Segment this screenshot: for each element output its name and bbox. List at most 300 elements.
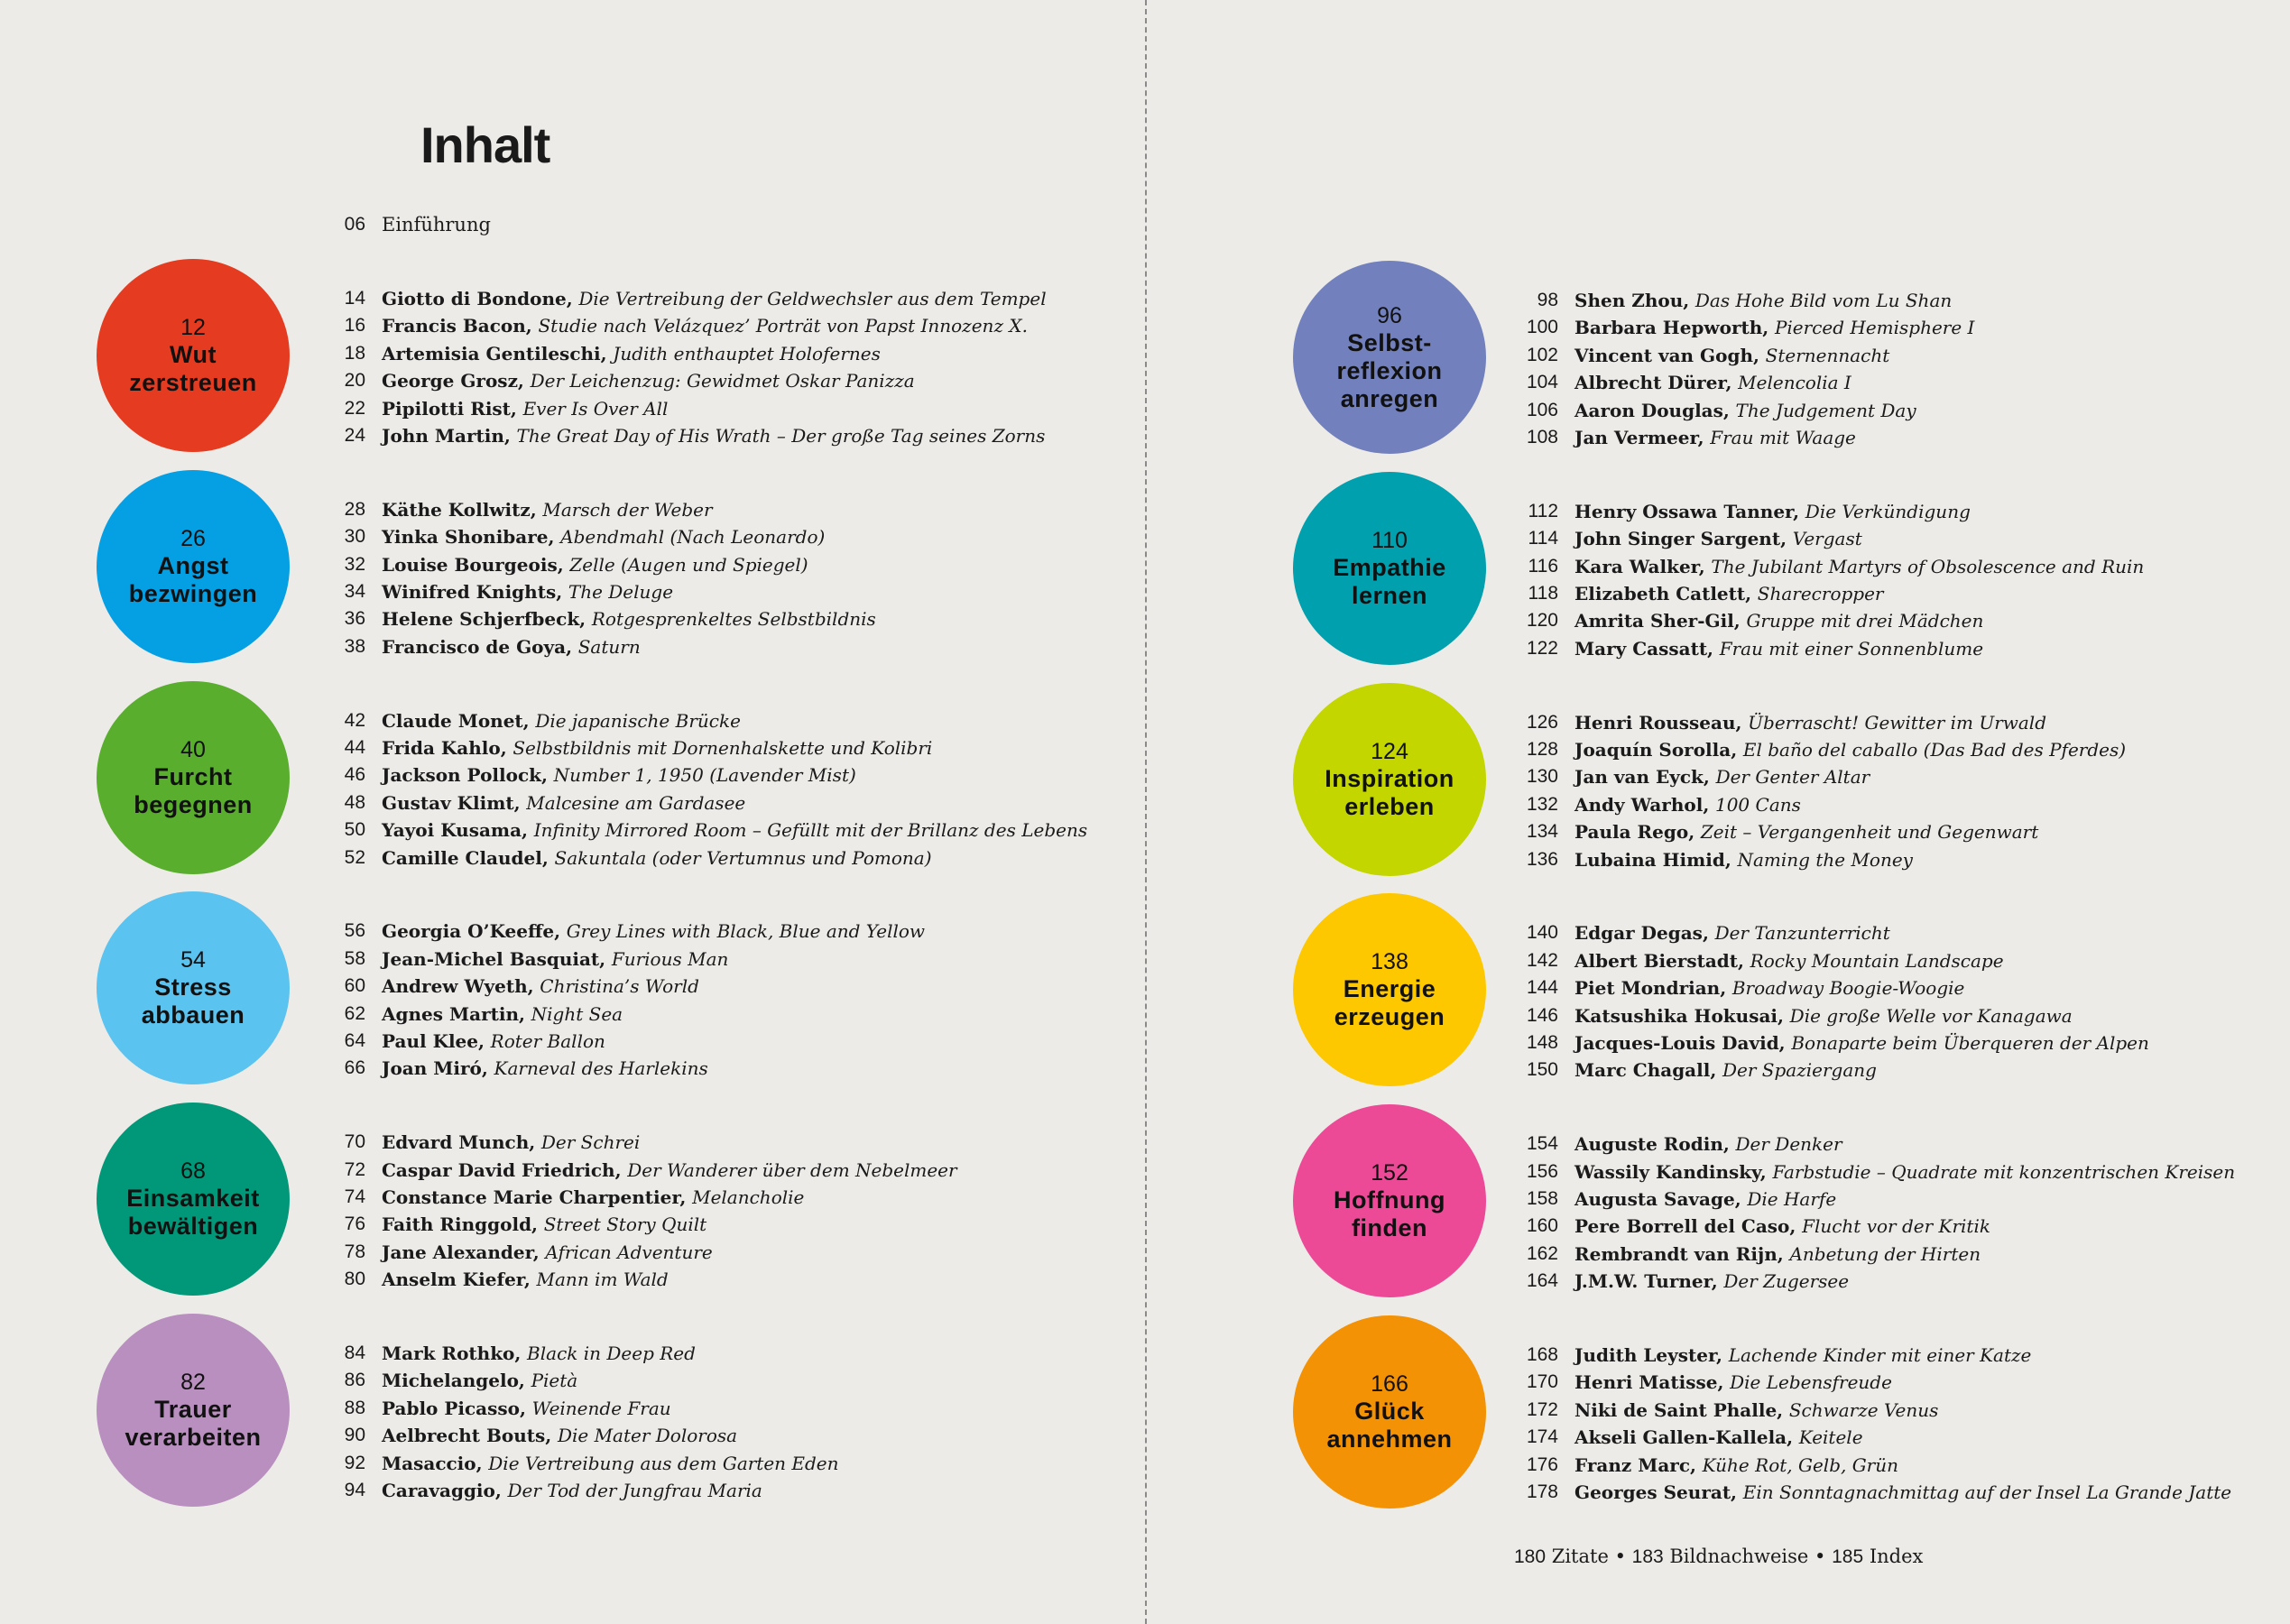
- artwork-title: Sternennacht: [1765, 344, 1890, 366]
- artist-name: Albert Bierstadt,: [1574, 949, 1744, 972]
- artist-name: Albrecht Dürer,: [1574, 372, 1732, 394]
- section-page-number: 96: [1377, 302, 1402, 328]
- artwork-title: Street Story Quilt: [543, 1213, 707, 1236]
- artwork-title: Roter Ballon: [490, 1030, 605, 1052]
- entry-text: [382, 395, 668, 422]
- entry-text: [1574, 791, 1801, 818]
- artist-name: Artemisia Gentileschi,: [382, 342, 607, 364]
- section-title-line: Energie: [1343, 975, 1436, 1003]
- entry-text: [1574, 1057, 1877, 1084]
- artwork-title: Night Sea: [531, 1002, 623, 1025]
- page-number: 16: [344, 315, 365, 337]
- entry-text: [382, 367, 915, 394]
- page-number: 122: [1526, 637, 1558, 659]
- page-number: 50: [344, 819, 365, 841]
- section-title-line: bezwingen: [128, 579, 258, 607]
- artist-name: Masaccio,: [382, 1452, 483, 1474]
- entry-text: [382, 1001, 623, 1028]
- page-number: 70: [344, 1131, 365, 1153]
- artwork-title: Die Vertreibung der Geldwechsler aus dem Tempel: [578, 288, 1047, 309]
- section-circle[interactable]: [97, 1314, 290, 1507]
- page-number: 136: [1526, 848, 1558, 870]
- page-number: 156: [1526, 1160, 1558, 1182]
- artwork-title: Der Spaziergang: [1722, 1059, 1877, 1082]
- artwork-title: Überrascht! Gewitter im Urwald: [1748, 711, 2047, 734]
- page-number: 20: [344, 370, 365, 392]
- artwork-title: Pietà: [531, 1370, 578, 1392]
- page-number: 150: [1526, 1059, 1558, 1081]
- artist-name: Caravaggio,: [382, 1480, 502, 1501]
- artwork-title: Frau mit Waage: [1710, 427, 1856, 448]
- page-number: 130: [1526, 766, 1558, 788]
- artist-name: Andrew Wyeth,: [382, 975, 534, 998]
- artist-name: Giotto di Bondone,: [382, 288, 573, 309]
- section-page-number: 152: [1371, 1160, 1408, 1186]
- artwork-title: Die große Welle vor Kanagawa: [1789, 1004, 2073, 1027]
- artist-name: Georges Seurat,: [1574, 1481, 1738, 1503]
- artwork-title: Das Hohe Bild vom Lu Shan: [1694, 290, 1953, 311]
- artwork-title: Weinende Frau: [531, 1397, 671, 1419]
- section-circle[interactable]: [1293, 683, 1486, 876]
- footer-label[interactable]: Bildnachweise: [1669, 1546, 1809, 1567]
- artist-name: Piet Mondrian,: [1574, 977, 1727, 1000]
- artwork-title: Marsch der Weber: [542, 498, 713, 521]
- entry-text: [382, 523, 825, 550]
- artwork-title: Black in Deep Red: [527, 1343, 696, 1364]
- page-number: 108: [1526, 427, 1558, 448]
- page-number: 78: [344, 1241, 365, 1262]
- entry-text: [1574, 1369, 1892, 1396]
- footer-separator: •: [1814, 1546, 1826, 1567]
- page-number: 144: [1526, 977, 1558, 999]
- artist-name: Edvard Munch,: [382, 1131, 536, 1154]
- page-number: 146: [1526, 1004, 1558, 1026]
- section-title-line: Inspiration: [1325, 764, 1454, 792]
- section-page-number: 166: [1371, 1371, 1408, 1397]
- entry-text: [1574, 607, 1983, 634]
- entry-text: [1574, 1268, 1849, 1295]
- artwork-title: Abendmahl (Nach Leonardo): [560, 526, 826, 549]
- entry-text: [1574, 818, 2038, 845]
- entry-text: [1574, 709, 2046, 736]
- entry-text: [382, 1184, 804, 1211]
- entry-text: [1574, 635, 1983, 662]
- artist-name: John Singer Sargent,: [1574, 528, 1787, 550]
- page-number: 06: [344, 214, 365, 235]
- page-number: 34: [344, 581, 365, 602]
- artwork-title: Rotgesprenkeltes Selbstbildnis: [591, 608, 876, 631]
- page-number: 162: [1526, 1242, 1558, 1264]
- section-page-number: 68: [180, 1158, 206, 1185]
- entry-text: [382, 1055, 708, 1082]
- artist-name: Yinka Shonibare,: [382, 526, 555, 549]
- section-circle[interactable]: [97, 891, 290, 1084]
- page-number: 164: [1526, 1270, 1558, 1292]
- entry-text: [1574, 287, 1952, 314]
- artwork-title: Der Tod der Jungfrau Maria: [507, 1480, 762, 1501]
- artwork-title: Der Zugersee: [1723, 1270, 1850, 1293]
- page-number: 44: [344, 737, 365, 758]
- artist-name: Pere Borrell del Caso,: [1574, 1215, 1796, 1238]
- artist-name: Francisco de Goya,: [382, 635, 573, 658]
- artwork-title: Der Tanzunterricht: [1714, 922, 1890, 945]
- artwork-title: Saturn: [577, 635, 641, 658]
- artist-name: George Grosz,: [382, 370, 524, 392]
- artwork-title: Schwarze Venus: [1788, 1398, 1939, 1421]
- page-number: 112: [1528, 500, 1558, 521]
- page-number: 134: [1526, 821, 1558, 843]
- artist-name: Käthe Kollwitz,: [382, 498, 537, 521]
- section-title-line: finden: [1352, 1214, 1427, 1242]
- page-number: 66: [344, 1057, 365, 1079]
- entry-text: [1574, 1342, 2031, 1369]
- artist-name: Niki de Saint Phalle,: [1574, 1398, 1784, 1421]
- artwork-title: Keitele: [1798, 1426, 1863, 1449]
- page-number: 60: [344, 975, 365, 997]
- page-number: 132: [1526, 793, 1558, 815]
- artist-name: Henri Rousseau,: [1574, 711, 1742, 734]
- section-circle[interactable]: [97, 470, 290, 663]
- entry-text: [1574, 1241, 1981, 1268]
- artist-name: Augusta Savage,: [1574, 1188, 1741, 1210]
- page-number: 18: [344, 342, 365, 364]
- entry-text: [382, 312, 1028, 339]
- page-number: 116: [1528, 555, 1558, 577]
- entry-text: [1574, 580, 1884, 607]
- page-number: 102: [1526, 344, 1558, 365]
- entry-text: [1574, 1424, 1863, 1451]
- page-title: Inhalt: [420, 116, 550, 173]
- artist-name: Elizabeth Catlett,: [1574, 583, 1752, 604]
- entry-text: [1574, 397, 1916, 424]
- artist-name: Auguste Rodin,: [1574, 1133, 1730, 1156]
- entry-text: [382, 1028, 605, 1055]
- page-number: 52: [344, 846, 365, 868]
- section-page-number: 110: [1371, 527, 1408, 553]
- artwork-title: Mann im Wald: [536, 1269, 669, 1291]
- artist-name: Gustav Klimt,: [382, 791, 521, 814]
- entry-text: [1574, 553, 2144, 580]
- page-number: 160: [1526, 1215, 1558, 1237]
- artwork-title: The Deluge: [568, 581, 674, 603]
- artist-name: Wassily Kandinsky,: [1574, 1160, 1767, 1183]
- page-number: 120: [1526, 610, 1558, 632]
- page-number: 92: [344, 1452, 365, 1473]
- section-circle[interactable]: [97, 259, 290, 452]
- page-number: 172: [1526, 1398, 1558, 1420]
- page-number: 62: [344, 1002, 365, 1024]
- entry-text: [382, 578, 673, 605]
- artist-name: Camille Claudel,: [382, 846, 549, 869]
- artwork-title: Die japanische Brücke: [535, 709, 741, 732]
- artwork-title: Die Vertreibung aus dem Garten Eden: [488, 1452, 839, 1474]
- entry-text: [382, 817, 1087, 844]
- entry-text: [382, 844, 932, 872]
- entry-text: [382, 973, 699, 1000]
- section-circle[interactable]: [97, 1103, 290, 1296]
- artwork-title: Flucht vor der Kritik: [1802, 1215, 1990, 1238]
- artwork-title: Sharecropper: [1757, 583, 1884, 604]
- section-page-number: 54: [180, 947, 206, 973]
- entry-text: [382, 789, 745, 817]
- artwork-title: Der Genter Altar: [1715, 766, 1870, 789]
- entry-text: [382, 551, 808, 578]
- footer-separator: •: [1614, 1546, 1626, 1567]
- artwork-title: Judith enthauptet Holofernes: [613, 342, 881, 364]
- artwork-title: Ever Is Over All: [522, 397, 669, 420]
- page-number: 98: [1537, 290, 1558, 310]
- artwork-title: The Judgement Day: [1735, 399, 1916, 421]
- page-number: 158: [1526, 1188, 1558, 1209]
- page-number: 126: [1526, 711, 1558, 733]
- section-title-line: Selbst-: [1347, 328, 1432, 356]
- artwork-title: Farbstudie – Quadrate mit konzentrischen Kreisen: [1772, 1160, 2236, 1183]
- entry-text: [1574, 525, 1862, 552]
- footer-label[interactable]: Zitate: [1551, 1546, 1609, 1567]
- artist-name: Winifred Knights,: [382, 581, 563, 603]
- entry-text: [382, 707, 741, 734]
- page-number: 64: [344, 1030, 365, 1051]
- artist-name: Francis Bacon,: [382, 315, 532, 337]
- artwork-title: Pierced Hemisphere I: [1774, 317, 1975, 339]
- artist-name: Kara Walker,: [1574, 555, 1705, 577]
- section-page-number: 138: [1371, 949, 1408, 975]
- artist-name: Vincent van Gogh,: [1574, 344, 1759, 366]
- entry-text: [382, 285, 1047, 312]
- section-circle[interactable]: [97, 681, 290, 874]
- entry-text: [382, 340, 881, 367]
- entry-text: [1574, 736, 2126, 763]
- artist-name: Jacques-Louis David,: [1574, 1032, 1786, 1054]
- artist-name: Anselm Kiefer,: [382, 1269, 531, 1291]
- entry-text: [1574, 1002, 2073, 1029]
- section-circle[interactable]: [1293, 1315, 1486, 1509]
- entry-text: [382, 946, 728, 973]
- page-number: 76: [344, 1213, 365, 1235]
- artwork-title: Bonaparte beim Überqueren der Alpen: [1791, 1032, 2149, 1054]
- entry-text: [1574, 1213, 1990, 1240]
- page-number: 114: [1528, 528, 1558, 549]
- section-circle[interactable]: [1293, 893, 1486, 1086]
- page-number: 58: [344, 947, 365, 969]
- artwork-title: The Great Day of His Wrath – Der große Tag seines Zorns: [516, 425, 1046, 447]
- section-title-line: annehmen: [1326, 1426, 1453, 1453]
- artwork-title: Frau mit einer Sonnenblume: [1719, 637, 1984, 660]
- artwork-title: Die Verkündigung: [1805, 500, 1971, 522]
- artist-name: Andy Warhol,: [1574, 793, 1710, 816]
- artwork-title: Broadway Boogie-Woogie: [1731, 977, 1965, 1000]
- entry-text: [382, 1211, 706, 1238]
- artist-name: Paula Rego,: [1574, 821, 1695, 844]
- artist-name: Michelangelo,: [382, 1370, 525, 1392]
- section-title-line: Empathie: [1333, 553, 1446, 581]
- entry-text: [1574, 846, 1913, 873]
- section-circle[interactable]: [1293, 1104, 1486, 1297]
- artist-name: Henry Ossawa Tanner,: [1574, 500, 1800, 522]
- page-number: 154: [1526, 1133, 1558, 1155]
- entry-text: [382, 734, 932, 761]
- section-title-line: abbauen: [141, 1001, 245, 1029]
- section-title-line: bewältigen: [127, 1213, 259, 1241]
- page-fold-divider: [1145, 0, 1147, 1624]
- artist-name: Edgar Degas,: [1574, 922, 1709, 945]
- artist-name: Faith Ringgold,: [382, 1213, 539, 1236]
- section-page-number: 124: [1371, 738, 1408, 764]
- page-number: 104: [1526, 372, 1558, 393]
- entry-text: [1574, 1452, 1898, 1479]
- page-number: 30: [344, 526, 365, 548]
- entry-text: [1574, 1158, 2235, 1186]
- section-title-line: Hoffnung: [1334, 1186, 1445, 1214]
- page-number: 36: [344, 608, 365, 630]
- artwork-title: Sakuntala (oder Vertumnus und Pomona): [554, 846, 932, 869]
- page-number: 88: [344, 1397, 365, 1418]
- page-number: 48: [344, 791, 365, 813]
- artist-name: Mary Cassatt,: [1574, 637, 1714, 660]
- artist-name: Helene Schjerfbeck,: [382, 608, 586, 631]
- entry-text: [1574, 1479, 2231, 1506]
- artwork-title: Zeit – Vergangenheit und Gegenwart: [1700, 821, 2039, 844]
- page-number: 170: [1526, 1371, 1558, 1393]
- artist-name: Judith Leyster,: [1574, 1344, 1723, 1366]
- section-title-line: reflexion: [1336, 356, 1443, 384]
- artist-name: Jean-Michel Basquiat,: [382, 947, 606, 970]
- page-number: 80: [344, 1269, 365, 1290]
- artist-name: Franz Marc,: [1574, 1453, 1696, 1476]
- artist-name: Rembrandt van Rijn,: [1574, 1242, 1784, 1265]
- page-number: 22: [344, 397, 365, 419]
- artwork-title: Rocky Mountain Landscape: [1750, 949, 2004, 972]
- entry-text: [1574, 947, 2004, 974]
- page-number: 38: [344, 635, 365, 657]
- footer-label[interactable]: Index: [1869, 1546, 1924, 1567]
- artwork-title: Vergast: [1792, 528, 1862, 550]
- section-title-line: anregen: [1340, 384, 1439, 412]
- section-circle[interactable]: [1293, 472, 1486, 665]
- artist-name: Louise Bourgeois,: [382, 553, 564, 576]
- page-number: 86: [344, 1370, 365, 1391]
- section-title-line: Furcht: [153, 762, 233, 790]
- entry-text: [1574, 1186, 1836, 1213]
- artist-name: Marc Chagall,: [1574, 1059, 1717, 1082]
- page-number: 84: [344, 1343, 365, 1363]
- footer-page-number: 180: [1514, 1546, 1547, 1567]
- artist-name: Pipilotti Rist,: [382, 397, 517, 420]
- section-circle[interactable]: [1293, 261, 1486, 454]
- artist-name: Yayoi Kusama,: [382, 819, 528, 842]
- artist-name: Georgia O’Keeffe,: [382, 920, 561, 943]
- artwork-title: Naming the Money: [1737, 848, 1913, 871]
- footer-page-number: 185: [1832, 1546, 1864, 1567]
- entry-text: [382, 496, 713, 523]
- entry-text: [1574, 369, 1851, 396]
- section-title-line: zerstreuen: [129, 369, 257, 396]
- entry-text: [382, 1450, 839, 1477]
- section-title-line: Angst: [157, 551, 229, 579]
- artwork-title: African Adventure: [545, 1241, 713, 1263]
- page-number: 24: [344, 425, 365, 446]
- page-number: 74: [344, 1186, 365, 1207]
- artist-name: Lubaina Himid,: [1574, 848, 1731, 871]
- entry-text: [382, 761, 856, 789]
- artwork-title: Gruppe mit drei Mädchen: [1746, 610, 1984, 632]
- artist-name: Aelbrecht Bouts,: [382, 1425, 552, 1447]
- page-number: 174: [1526, 1426, 1558, 1448]
- section-title-line: Trauer: [154, 1396, 232, 1423]
- entry-text: [1574, 498, 1971, 525]
- artwork-title: The Jubilant Martyrs of Obsolescence and Ruin: [1711, 555, 2145, 577]
- page-number: 142: [1526, 949, 1558, 971]
- entry-text: [382, 1395, 671, 1422]
- entry-text: [382, 422, 1045, 449]
- section-title-line: Glück: [1354, 1398, 1425, 1425]
- artwork-title: El baño del caballo (Das Bad des Pferdes): [1742, 739, 2127, 761]
- page-number: 72: [344, 1158, 365, 1180]
- artwork-title: Der Wanderer über dem Nebelmeer: [627, 1158, 957, 1181]
- artist-name: Frida Kahlo,: [382, 737, 507, 759]
- artwork-title: Infinity Mirrored Room – Gefüllt mit der Brillanz des Lebens: [533, 819, 1088, 842]
- entry-text: [1574, 763, 1870, 790]
- entry-text: [1574, 919, 1890, 946]
- page-number: 32: [344, 553, 365, 575]
- page-number: 106: [1526, 399, 1558, 420]
- page-number: 176: [1526, 1453, 1558, 1475]
- artwork-title: Die Harfe: [1747, 1188, 1837, 1210]
- entry-text: [382, 918, 925, 945]
- page-number: 46: [344, 764, 365, 786]
- section-title-line: verarbeiten: [125, 1424, 262, 1451]
- artwork-title: Furious Man: [611, 947, 729, 970]
- entry-label: Einführung: [382, 214, 491, 235]
- section-title-line: Wut: [170, 341, 217, 368]
- artwork-title: Kühe Rot, Gelb, Grün: [1702, 1453, 1899, 1476]
- entry-text: [382, 1340, 696, 1367]
- artist-name: Joaquín Sorolla,: [1574, 739, 1738, 761]
- section-title-line: lernen: [1351, 581, 1428, 609]
- section-title-line: erzeugen: [1334, 1003, 1445, 1031]
- entry-text: [1574, 314, 1974, 341]
- artwork-title: 100 Cans: [1714, 793, 1801, 816]
- artwork-title: Ein Sonntagnachmittag auf der Insel La Grande Jatte: [1742, 1481, 2232, 1503]
- page-number: 168: [1526, 1344, 1558, 1365]
- artist-name: Pablo Picasso,: [382, 1397, 526, 1419]
- entry-text: [1574, 424, 1856, 451]
- section-page-number: 26: [180, 525, 206, 551]
- entry-text: [382, 1266, 669, 1293]
- artist-name: Jan van Eyck,: [1574, 766, 1710, 789]
- artwork-title: Malcesine am Gardasee: [526, 791, 746, 814]
- page-number: 56: [344, 920, 365, 942]
- artist-name: Jan Vermeer,: [1574, 427, 1704, 448]
- page-number: 118: [1528, 583, 1558, 604]
- footer-references: [1514, 1543, 1923, 1570]
- entry-text: [382, 1477, 762, 1504]
- entry-text: [382, 1422, 737, 1449]
- page-number: 28: [344, 498, 365, 520]
- page-number: 42: [344, 709, 365, 731]
- section-title-line: Einsamkeit: [126, 1185, 260, 1213]
- section-title-line: Stress: [154, 973, 232, 1001]
- artwork-title: Selbstbildnis mit Dornenhalskette und Kolibri: [512, 737, 933, 759]
- footer-page-number: 183: [1631, 1546, 1664, 1567]
- page-number: 148: [1526, 1032, 1558, 1053]
- artwork-title: Zelle (Augen und Spiegel): [569, 553, 808, 576]
- page-number: 100: [1526, 317, 1558, 338]
- artist-name: Aaron Douglas,: [1574, 399, 1730, 421]
- section-page-number: 82: [180, 1370, 206, 1395]
- artist-name: Agnes Martin,: [382, 1002, 525, 1025]
- page-number: 94: [344, 1480, 365, 1500]
